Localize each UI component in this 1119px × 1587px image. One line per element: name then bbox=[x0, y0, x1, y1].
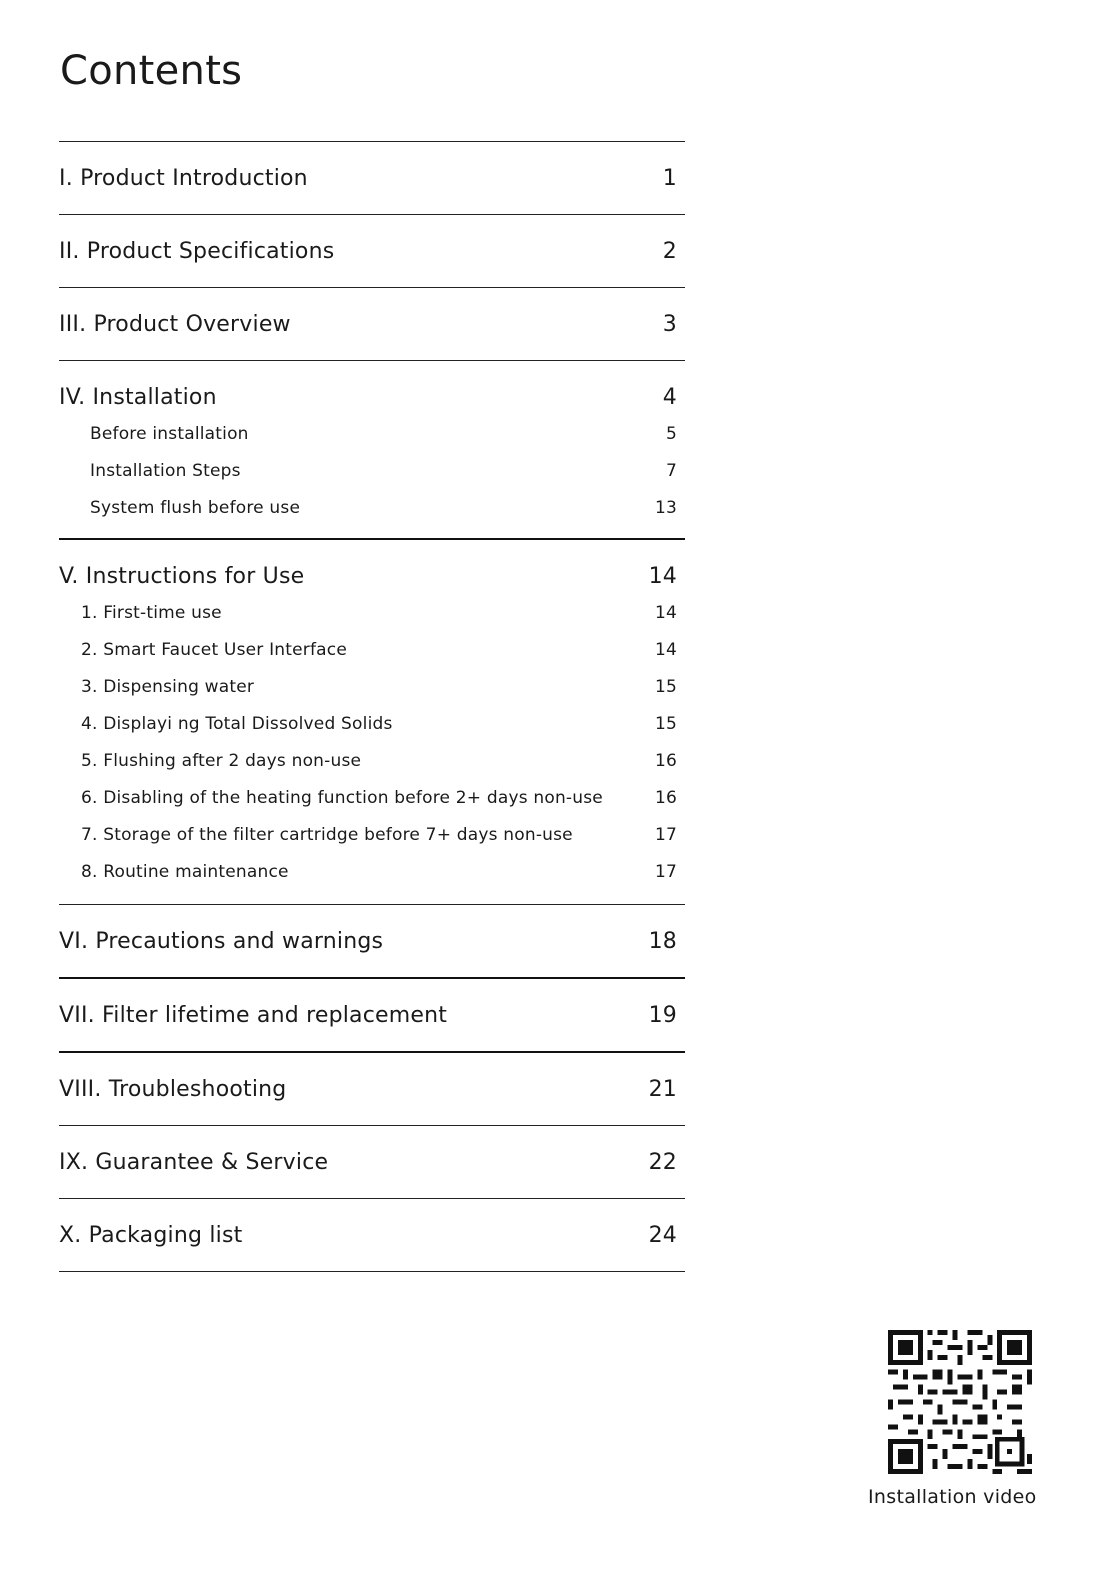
toc-subentry-page: 14 bbox=[654, 602, 677, 623]
toc-entry-label: X. Packaging list bbox=[59, 1222, 243, 1248]
toc-subentry[interactable] bbox=[59, 705, 685, 742]
toc-subentry-label: 5. Flushing after 2 days non-use bbox=[81, 750, 362, 771]
toc-section[interactable] bbox=[59, 1198, 685, 1271]
toc-subentry-page: 5 bbox=[665, 423, 677, 444]
toc-section[interactable] bbox=[59, 287, 685, 360]
toc-subentry[interactable] bbox=[59, 742, 685, 779]
toc-subentry-label: 1. First-time use bbox=[81, 602, 222, 623]
toc-entry-page: 3 bbox=[662, 311, 677, 337]
qr-caption: Installation video bbox=[868, 1486, 1037, 1508]
toc-section[interactable] bbox=[59, 214, 685, 287]
toc-subentry[interactable] bbox=[59, 594, 685, 631]
toc-entry-page: 19 bbox=[648, 1002, 677, 1028]
toc-section[interactable] bbox=[59, 1051, 685, 1125]
toc-subentry-label: Installation Steps bbox=[90, 460, 241, 481]
toc-entry-page: 21 bbox=[648, 1076, 677, 1102]
toc-subentry-label: 8. Routine maintenance bbox=[81, 861, 289, 882]
toc-section[interactable] bbox=[59, 538, 685, 904]
page-title: Contents bbox=[60, 48, 243, 94]
toc-subentry-page: 17 bbox=[654, 861, 677, 882]
toc-section[interactable] bbox=[59, 977, 685, 1051]
toc-subentry-page: 17 bbox=[654, 824, 677, 845]
toc-entry-page: 1 bbox=[662, 165, 677, 191]
toc-entry-label: III. Product Overview bbox=[59, 311, 291, 337]
toc-entry-page: 18 bbox=[648, 928, 677, 954]
toc-entry-label: IX. Guarantee & Service bbox=[59, 1149, 329, 1175]
toc-subentry[interactable] bbox=[59, 816, 685, 853]
toc-subentry-page: 16 bbox=[654, 750, 677, 771]
toc-entry-label: I. Product Introduction bbox=[59, 165, 308, 191]
toc-subentry[interactable] bbox=[59, 853, 685, 890]
toc-subentries bbox=[59, 594, 685, 904]
toc-section[interactable] bbox=[59, 141, 685, 214]
toc-entry-page: 24 bbox=[648, 1222, 677, 1248]
toc-subentry-label: 6. Disabling of the heating function before 2+ days non-use bbox=[81, 787, 603, 808]
toc-subentry-page: 15 bbox=[654, 676, 677, 697]
toc-subentries bbox=[59, 415, 685, 538]
toc-subentry[interactable] bbox=[59, 415, 685, 452]
toc-subentry-label: 3. Dispensing water bbox=[81, 676, 255, 697]
toc-subentry[interactable] bbox=[59, 631, 685, 668]
qr-code-icon[interactable] bbox=[888, 1330, 1032, 1474]
toc-entry-label: II. Product Specifications bbox=[59, 238, 335, 264]
toc-entry-label: IV. Installation bbox=[59, 384, 217, 410]
toc-subentry-page: 16 bbox=[654, 787, 677, 808]
table-of-contents bbox=[59, 141, 685, 1272]
toc-entry-page: 14 bbox=[648, 563, 677, 589]
toc-subentry-label: Before installation bbox=[90, 423, 249, 444]
toc-entry-page: 22 bbox=[648, 1149, 677, 1175]
toc-subentry[interactable] bbox=[59, 668, 685, 705]
toc-subentry-label: 4. Displayi ng Total Dissolved Solids bbox=[81, 713, 393, 734]
toc-subentry-label: 2. Smart Faucet User Interface bbox=[81, 639, 347, 660]
toc-entry-label: V. Instructions for Use bbox=[59, 563, 305, 589]
toc-subentry-page: 7 bbox=[665, 460, 677, 481]
qr-block[interactable] bbox=[868, 1330, 1048, 1508]
toc-bottom-rule bbox=[59, 1271, 685, 1272]
toc-entry-label: VIII. Troubleshooting bbox=[59, 1076, 287, 1102]
toc-subentry-page: 14 bbox=[654, 639, 677, 660]
toc-subentry[interactable] bbox=[59, 489, 685, 526]
toc-section[interactable] bbox=[59, 360, 685, 538]
toc-entry-label: VI. Precautions and warnings bbox=[59, 928, 384, 954]
toc-section[interactable] bbox=[59, 904, 685, 977]
toc-subentry-page: 13 bbox=[654, 497, 677, 518]
toc-subentry[interactable] bbox=[59, 452, 685, 489]
toc-entry-page: 4 bbox=[662, 384, 677, 410]
toc-subentry-page: 15 bbox=[654, 713, 677, 734]
toc-subentry[interactable] bbox=[59, 779, 685, 816]
toc-entry-label: VII. Filter lifetime and replacement bbox=[59, 1002, 448, 1028]
toc-subentry-label: System flush before use bbox=[90, 497, 301, 518]
toc-section[interactable] bbox=[59, 1125, 685, 1198]
toc-entry-page: 2 bbox=[662, 238, 677, 264]
toc-subentry-label: 7. Storage of the filter cartridge before 7+ days non-use bbox=[81, 824, 573, 845]
